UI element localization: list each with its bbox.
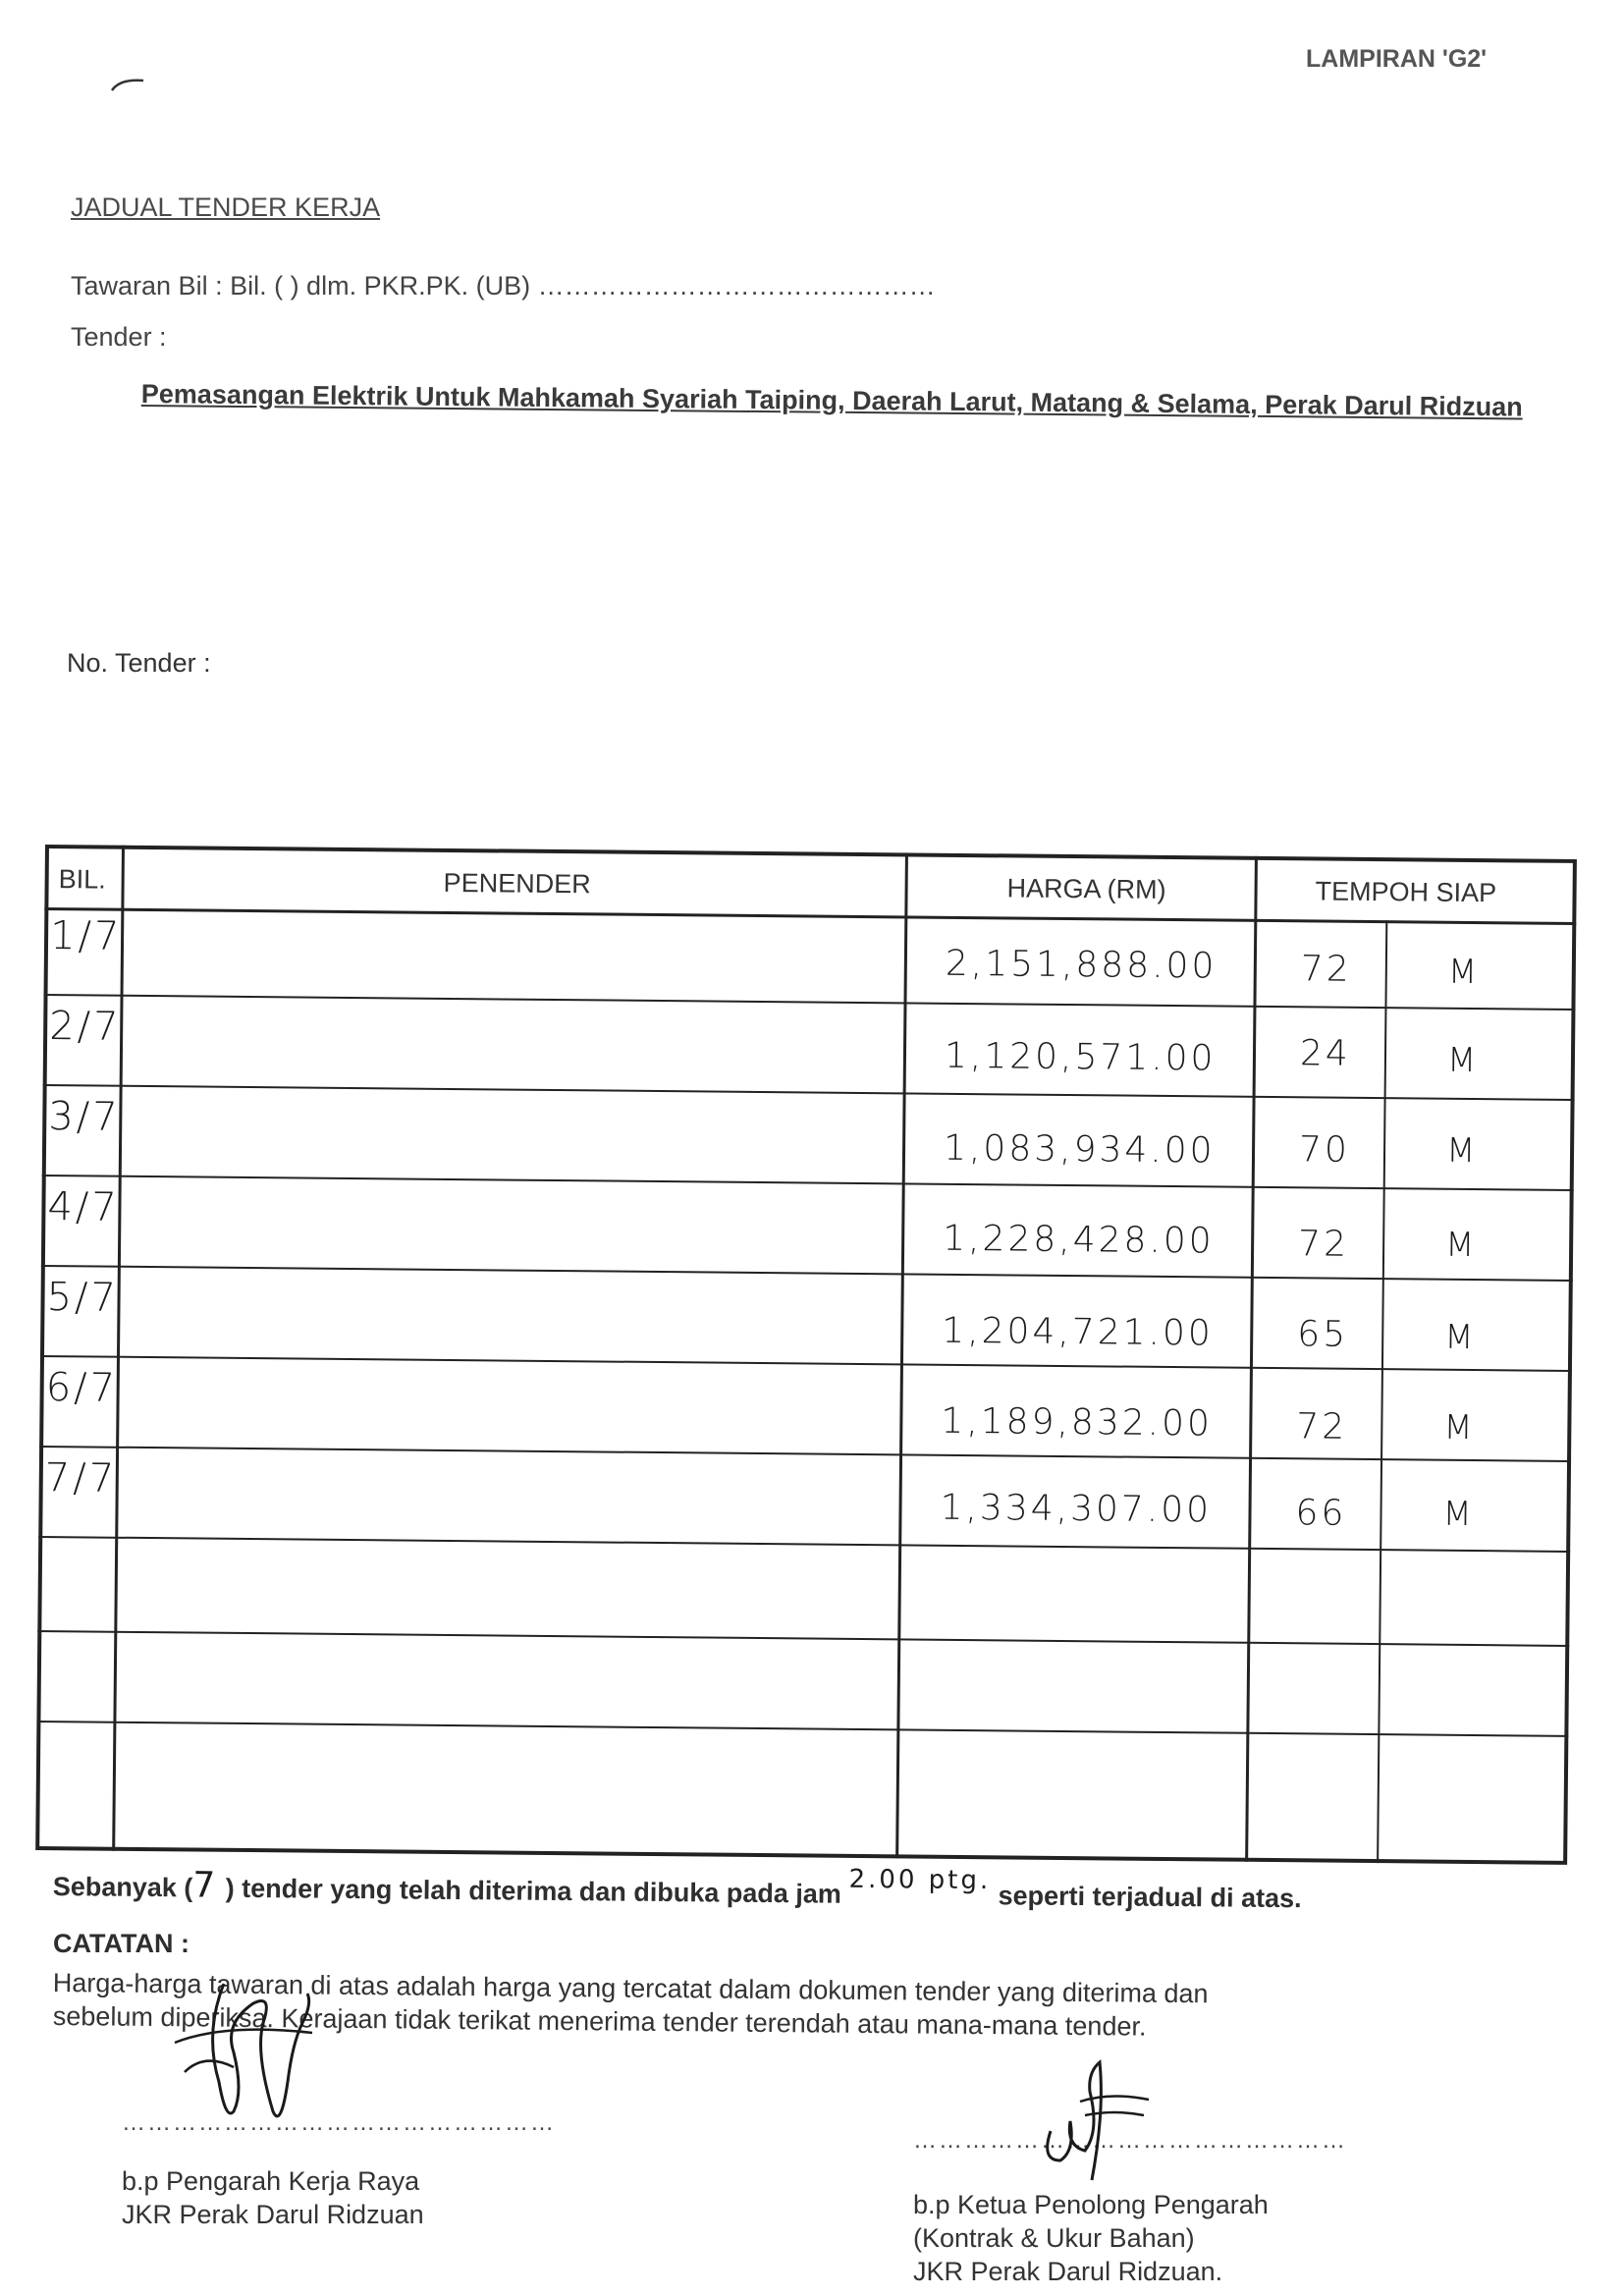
signature-line-left: …………………………………………… — [122, 2109, 556, 2136]
opening-time: 2.00 ptg. — [848, 1864, 992, 1896]
summary-line — [53, 1864, 1302, 1916]
row-unit: M — [1447, 952, 1481, 993]
row-tempoh: 72 — [1300, 949, 1352, 990]
notes-line-1: Harga-harga tawaran di atas adalah harga yang tercatat dalam dokumen tender yang diterima dan — [52, 1968, 1209, 2009]
row-tempoh: 72 — [1296, 1406, 1348, 1448]
summary-prefix: Sebanyak ( — [52, 1871, 193, 1903]
summary-middle: ) tender yang telah diterima dan dibuka pada jam — [225, 1873, 842, 1909]
row-bil: 6/7 — [45, 1365, 119, 1411]
tawaran-line: Tawaran Bil : Bil. ( ) dlm. PKR.PK. (UB) ……………………………………… — [71, 271, 936, 301]
row-bil: 3/7 — [48, 1094, 121, 1140]
tender-table — [35, 845, 1577, 1865]
header-bil: BIL. — [58, 864, 106, 895]
row-tempoh: 24 — [1299, 1033, 1352, 1074]
row-bil: 1/7 — [49, 913, 123, 959]
notes-heading: CATATAN : — [53, 1929, 189, 1958]
row-bil: 2/7 — [49, 1004, 122, 1050]
row-harga: 1,083,934.00 — [943, 1127, 1216, 1172]
row-bil: 5/7 — [46, 1275, 120, 1321]
header-penender: PENENDER — [443, 867, 591, 900]
tender-number-label: No. Tender : — [67, 648, 211, 678]
tender-label: Tender : — [71, 322, 167, 352]
row-unit: M — [1445, 1130, 1479, 1172]
row-tempoh: 65 — [1297, 1314, 1349, 1355]
signature-line-right: …………………………………………… — [913, 2127, 1347, 2154]
signatory-right-org: JKR Perak Darul Ridzuan. — [913, 2257, 1223, 2286]
signatory-right-title: b.p Ketua Penolong Pengarah — [913, 2190, 1269, 2219]
signatory-left-title: b.p Pengarah Kerja Raya — [122, 2166, 420, 2196]
row-bil: 4/7 — [47, 1184, 121, 1230]
signatory-right-dept: (Kontrak & Ukur Bahan) — [913, 2223, 1195, 2253]
tender-count: 7 — [192, 1865, 219, 1906]
row-unit: M — [1444, 1225, 1478, 1266]
row-tempoh: 66 — [1295, 1493, 1347, 1534]
row-tempoh: 72 — [1297, 1224, 1350, 1265]
attachment-label: LAMPIRAN 'G2' — [1306, 45, 1488, 73]
summary-suffix: seperti terjadual di atas. — [998, 1881, 1302, 1914]
row-harga: 1,228,428.00 — [942, 1218, 1215, 1262]
scan-mark — [110, 77, 145, 92]
row-harga: 1,120,571.00 — [944, 1035, 1217, 1079]
header-tempoh: TEMPOH SIAP — [1315, 876, 1497, 908]
row-tempoh: 70 — [1298, 1129, 1351, 1171]
page-title: JADUAL TENDER KERJA — [71, 192, 381, 222]
project-title: Pemasangan Elektrik Untuk Mahkamah Syariah Taiping, Daerah Larut, Matang & Selama, Perak Darul Ridzuan — [140, 379, 1523, 422]
row-unit: M — [1444, 1317, 1477, 1358]
header-harga: HARGA (RM) — [1006, 873, 1166, 904]
signature-right — [1031, 2052, 1159, 2190]
row-unit: M — [1446, 1040, 1480, 1081]
row-harga: 1,334,307.00 — [940, 1487, 1213, 1531]
notes-line-2: sebelum diperiksa. Kerajaan tidak terikat menerima tender terendah atau mana-mana tender. — [52, 2001, 1147, 2042]
row-harga: 1,189,832.00 — [941, 1400, 1214, 1445]
row-bil: 7/7 — [44, 1455, 118, 1502]
row-harga: 1,204,721.00 — [942, 1310, 1214, 1354]
signatory-left-org: JKR Perak Darul Ridzuan — [122, 2200, 424, 2229]
row-unit: M — [1442, 1494, 1476, 1535]
row-harga: 2,151,888.00 — [945, 943, 1218, 987]
signature-left — [165, 1964, 322, 2131]
row-unit: M — [1443, 1407, 1476, 1449]
